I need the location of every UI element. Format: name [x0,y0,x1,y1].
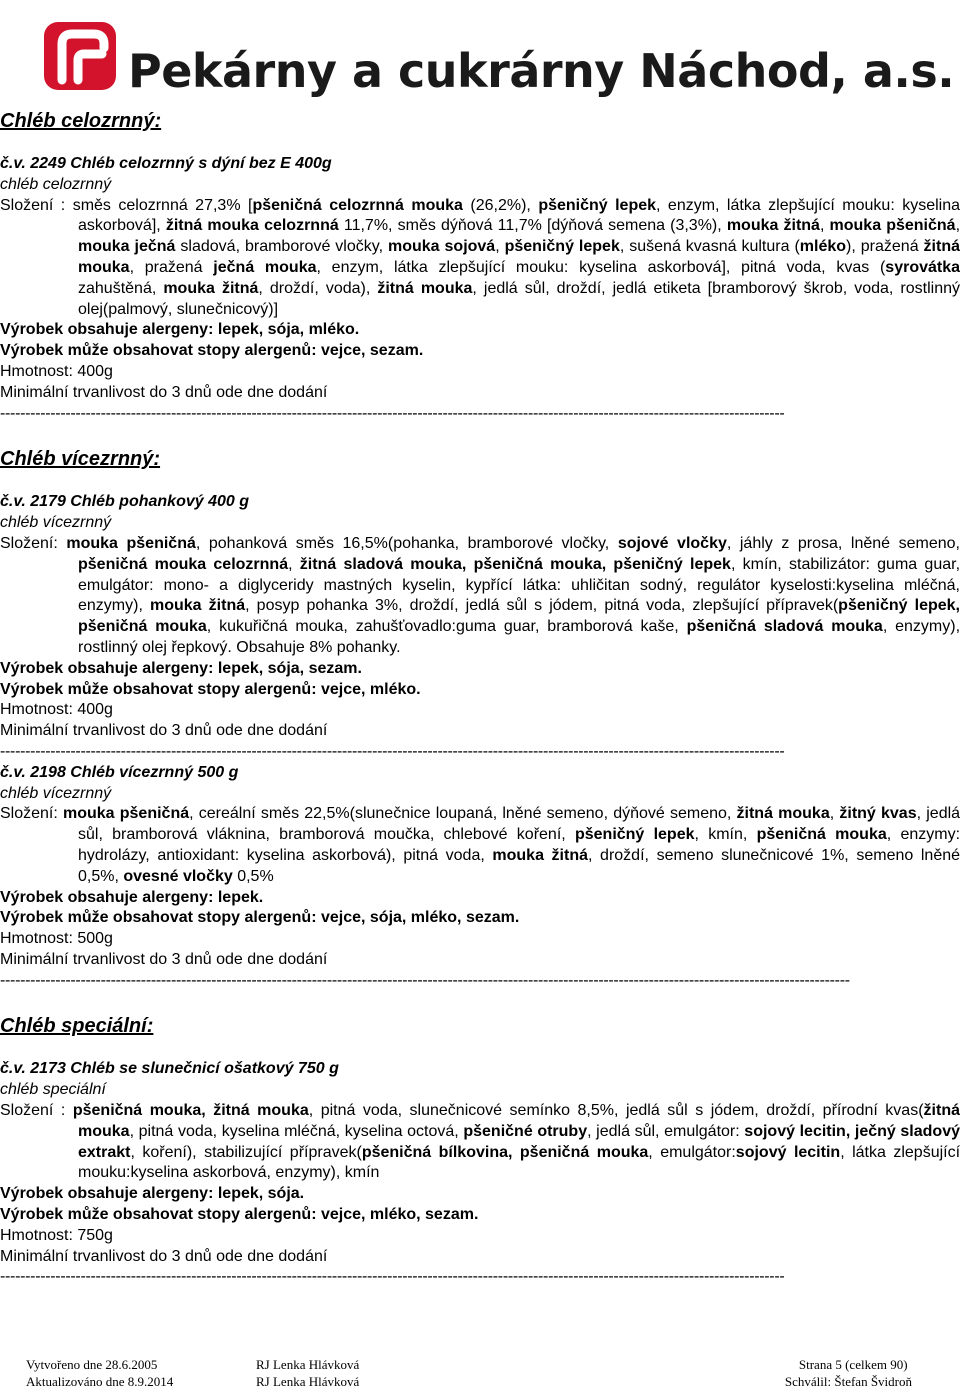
section-title: Chléb celozrnný: [0,110,162,132]
footer-author: RJ Lenka Hlávková [256,1357,360,1372]
allergens-traces: Výrobek může obsahovat stopy alergenů: vejce, mléko, sezam. [0,1206,479,1224]
product-category: chléb vícezrnný [0,784,112,802]
composition-text: směs celozrnná 27,3% [pšeničná celozrnná mouka (26,2%), pšeničný lepek, enzym, látka zlepšující mouku: kyselina askorbová], žitná mouka celozrnná 11,7%, směs dýňová 11,7% [dýňová semena (3,3%), mouka žitná, mouka pšeničná, mouka ječná sladová, bramborové vločky, mouka sojová, pšeničný lepek, sušená kvasná kultura (mléko), pražená žitná mouka, pražená ječná mouka, enzym, látka zlepšující mouku: kyselina askorbová], pitná voda, kvas (syrovátka zahuštěná, mouka žitná, droždí, voda), žitná mouka, jedlá sůl, droždí, jedlá etiketa [bramborový škrob, voda, rostlinný olej(palmový, slunečnicový)] [65,196,960,318]
composition-label: Složení : [0,1102,66,1120]
footer-created: Vytvořeno dne 28.6.2005 [26,1357,158,1372]
spacer [0,991,960,1013]
separator-line: ------------------------------------------------------------------------------------------------------------------------------------------------------------ [0,742,785,760]
product-composition [0,804,960,887]
product-code: č.v. 2198 Chléb vícezrnný 500 g [0,763,239,781]
composition-label: Složení: [0,805,58,823]
spacer [0,424,960,446]
product-weight: Hmotnost: 500g [0,930,113,948]
separator-line: ------------------------------------------------------------------------------------------------------------------------------------------------------------ [0,404,785,422]
footer-updated: Aktualizováno dne 8.9.2014 [26,1374,174,1389]
section-title: Chléb vícezrnný: [0,448,161,471]
product-category: chléb vícezrnný [0,514,112,532]
shelf-life: Minimální trvanlivost do 3 dnů ode dne dodání [0,383,328,401]
shelf-life: Minimální trvanlivost do 3 dnů ode dne dodání [0,950,328,968]
allergens-contains: Výrobek obsahuje alergeny: lepek, sója, mléko. [0,321,360,339]
company-logo-icon [44,22,116,90]
section-title: Chléb speciální: [0,1015,154,1038]
composition-label: Složení : [0,196,66,214]
product-composition [0,534,960,659]
company-logo [44,22,955,104]
footer-page-number: Strana 5 (celkem 90) [798,1357,908,1372]
product-weight: Hmotnost: 400g [0,701,113,719]
product-composition [0,1101,960,1184]
spacer [0,134,960,154]
separator-line: ------------------------------------------------------------------------------------------------------------------------------------------------------------ [0,1268,785,1286]
separator-line: ------------------------------------------------------------------------------------------------------------------------------------------------------------------------- [0,971,850,989]
spacer [0,1039,960,1059]
product-composition [0,196,960,321]
product-weight: Hmotnost: 750g [0,1226,113,1244]
composition-text: pšeničná mouka, žitná mouka, pitná voda, slunečnicové semínko 8,5%, jedlá sůl s jódem, droždí, přírodní kvas(žitná mouka, pitná voda, kyselina mléčná, kyselina octová, pšeničné otruby, jedlá sůl, emulgátor: sojový lecitin, ječný sladový extrakt, koření), stabilizující přípravek(pšeničná bílkovina, pšeničná mouka, emulgátor:sojový lecitin, látka zlepšující mouku:kyselina askorbová, enzymy), kmín [72,1102,960,1182]
allergens-traces: Výrobek může obsahovat stopy alergenů: vejce, sezam. [0,342,424,360]
shelf-life: Minimální trvanlivost do 3 dnů ode dne dodání [0,722,328,740]
composition-text: mouka pšeničná, cereální směs 22,5%(slunečnice loupaná, lněné semeno, dýňové semeno, žitná mouka, žitný kvas, jedlá sůl, bramborová vláknina, bramborová moučka, chlebové koření, pšeničný lepek, kmín, pšeničná mouka, enzymy: hydrolázy, antioxidant: kyselina askorbová), pitná voda, mouka žitná, droždí, semeno slunečnicové 1%, semeno lněné 0,5%, ovesné vločky 0,5% [63,805,960,885]
company-name: Pekárny a cukrárny Náchod, a.s. [128,44,955,98]
allergens-traces: Výrobek může obsahovat stopy alergenů: vejce, mléko. [0,680,421,698]
document-body [0,108,960,1288]
allergens-traces: Výrobek může obsahovat stopy alergenů: vejce, sója, mléko, sezam. [0,909,520,927]
composition-text: mouka pšeničná, pohanková směs 16,5%(pohanka, bramborové vločky, sojové vločky, jáhly z prosa, lněné semeno, pšeničná mouka celozrnná, žitná sladová mouka, pšeničná mouka, pšeničný lepek, kmín, stabilizátor: guma guar, emulgátor: mono- a diglyceridy mastných kyselin, kypřící látka: uhličitan sodný, regulátor kyselosti:kyselina mléčná, enzymy), mouka žitná, posyp pohanka 3%, droždí, jedlá sůl s jódem, pitná voda, zlepšující přípravek(pšeničný lepek, pšeničná mouka, kukuřičná mouka, zahušťovadlo:guma guar, bramborová kaše, pšeničná sladová mouka, enzymy), rostlinný olej řepkový. Obsahuje 8% pohanky. [66,534,960,656]
product-category: chléb celozrnný [0,175,112,193]
product-code: č.v. 2249 Chléb celozrnný s dýní bez E 400g [0,155,332,172]
product-category: chléb speciální [0,1081,106,1099]
spacer [0,472,960,492]
allergens-contains: Výrobek obsahuje alergeny: lepek. [0,888,264,906]
allergens-contains: Výrobek obsahuje alergeny: lepek, sója. [0,1185,305,1203]
footer-approved: Schválil: Štefan Švidroň [784,1374,912,1389]
footer-author: RJ Lenka Hlávková [256,1374,360,1389]
product-code: č.v. 2173 Chléb se slunečnicí ošatkový 750 g [0,1060,339,1078]
shelf-life: Minimální trvanlivost do 3 dnů ode dne dodání [0,1247,328,1265]
product-weight: Hmotnost: 400g [0,362,113,380]
composition-label: Složení: [0,534,58,552]
allergens-contains: Výrobek obsahuje alergeny: lepek, sója, sezam. [0,659,362,677]
product-code: č.v. 2179 Chléb pohankový 400 g [0,493,249,511]
